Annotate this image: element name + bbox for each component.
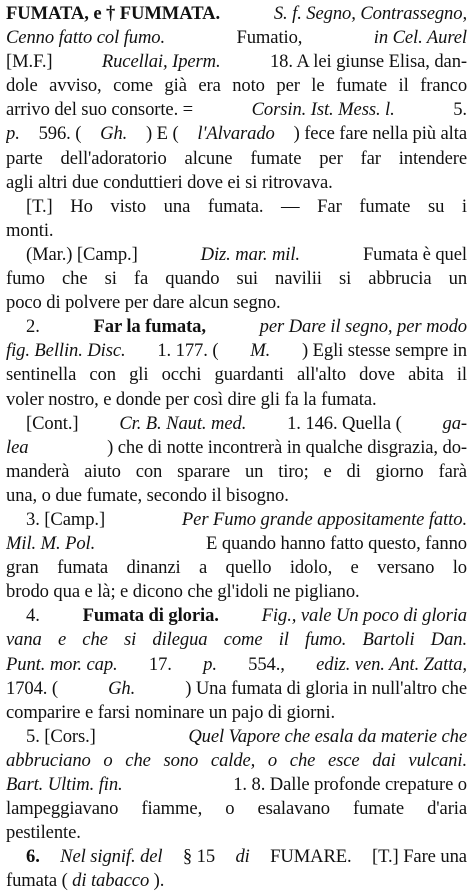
text-segment: Gh. <box>100 123 128 145</box>
text-segment: 6. <box>26 846 40 868</box>
text-segment: 3. [Camp.] <box>26 508 106 530</box>
text-segment: 1704. ( <box>6 677 58 699</box>
text-segment: Fumata è quel <box>362 243 467 265</box>
text-segment: 4. <box>26 605 40 627</box>
text-line <box>6 653 467 677</box>
text-segment: Cenno fatto col fumo. <box>6 27 166 49</box>
text-segment: Rucellai, Iperm. <box>101 51 221 73</box>
text-segment: 596. ( <box>38 123 82 145</box>
text-segment: 17. <box>148 653 172 675</box>
text-segment: ediz. ven. Ant. Zatta, <box>316 653 467 675</box>
text-line <box>6 628 467 652</box>
text-segment: 1. 8. Dalle profonde crepature o <box>233 774 467 795</box>
text-line <box>6 243 467 267</box>
text-segment: Fumata di gloria. <box>82 605 219 627</box>
text-line <box>6 315 467 339</box>
text-segment: 1. 177. ( <box>157 340 219 362</box>
text-segment: gran fumata dinanzi a quello idolo, e versano lo <box>6 557 467 579</box>
text-segment: 2. <box>26 316 40 338</box>
text-segment: Punt. mor. cap. <box>6 653 118 675</box>
text-segment: § 15 <box>182 846 216 868</box>
text-segment: monti. <box>6 219 54 241</box>
text-line <box>6 845 467 869</box>
text-line <box>6 508 467 532</box>
text-segment: lampeggiavano fiamme, o esalavano fumate d'aria <box>6 798 467 820</box>
text-line <box>6 267 467 291</box>
text-segment: arrivo del suo consorte. = <box>6 99 194 121</box>
text-segment: Fumatio, <box>236 27 303 49</box>
text-segment: pestilente. <box>6 822 81 844</box>
text-segment: ) E ( <box>146 123 179 145</box>
text-line <box>6 556 467 580</box>
text-segment: [T.] Fare una <box>372 846 467 868</box>
text-line <box>6 2 467 26</box>
text-segment: Cr. B. Naut. med. <box>119 412 247 434</box>
text-segment: dole avviso, come già era noto per le fumate il franco <box>6 75 467 97</box>
text-segment: fumo che si fa quando sui navilii si abbrucia un <box>6 268 467 290</box>
text-segment: p. <box>203 653 217 675</box>
text-line <box>6 122 467 146</box>
text-segment: in Cel. Aurel <box>373 27 467 49</box>
text-segment: manderà aiuto con sparare un tiro; e di giorno farà <box>6 460 467 482</box>
text-segment: Quel Vapore che esala da materie che <box>188 725 467 747</box>
text-line <box>6 219 467 243</box>
text-segment: Far la fumata, <box>93 316 206 338</box>
text-segment: ) che di notte incontrerà in qualche disgrazia, do- <box>107 436 467 458</box>
dictionary-entry <box>6 2 467 893</box>
text-segment: ) Una fumata di gloria in null'altro che <box>185 677 467 699</box>
text-segment: vana e che si dilegua come il fumo. Bartoli Dan. <box>6 629 467 651</box>
text-segment: Gh. <box>108 677 136 699</box>
text-line <box>6 339 467 363</box>
text-segment: 1. 146. Quella ( <box>287 412 402 434</box>
text-segment: ). <box>153 870 165 892</box>
text-line <box>6 291 467 315</box>
text-segment: [M.F.] <box>6 51 53 73</box>
text-segment: FUMATA, e † FUMMATA. <box>6 3 221 24</box>
text-segment: Per Fumo grande appositamente fatto. <box>181 508 467 530</box>
text-segment: Corsin. Ist. Mess. l. <box>251 99 395 121</box>
text-segment: di tabacco <box>72 870 150 892</box>
text-segment: una, o due fumate, secondo il bisogno. <box>6 484 289 506</box>
text-segment: comparire e farsi nominare un pajo di giorni. <box>6 701 336 723</box>
text-line <box>6 363 467 387</box>
text-segment: agli altri due conduttieri dove ei si ritrovava. <box>6 171 333 193</box>
text-line <box>6 436 467 460</box>
text-segment: Diz. mar. mil. <box>200 243 300 265</box>
text-segment: Nel signif. del <box>60 846 163 868</box>
text-segment: Bart. Ultim. fin. <box>6 774 123 795</box>
text-line <box>6 869 467 893</box>
text-segment: (Mar.) [Camp.] <box>26 243 138 265</box>
text-segment: fig. Bellin. Disc. <box>6 340 126 362</box>
text-line <box>6 749 467 773</box>
text-segment: M. <box>250 340 271 362</box>
text-segment: [T.] Ho visto una fumata. — Far fumate su i <box>26 195 467 217</box>
text-segment: voler nostro, e donde per così dire gli fa la fumata. <box>6 388 377 410</box>
text-line <box>6 98 467 122</box>
text-segment: di <box>235 846 250 868</box>
text-segment: per Dare il segno, per modo <box>259 316 467 338</box>
text-segment: ) Egli stesse sempre in <box>301 340 467 362</box>
text-line <box>6 388 467 412</box>
text-line <box>6 484 467 508</box>
text-segment: 5. <box>453 99 467 121</box>
text-line <box>6 171 467 195</box>
text-line <box>6 821 467 845</box>
text-line <box>6 195 467 219</box>
text-segment: lea <box>6 436 29 458</box>
text-line <box>6 460 467 484</box>
text-segment: 554., <box>248 653 285 675</box>
text-line <box>6 725 467 749</box>
text-segment: abbruciano o che sono calde, o che esce dai vulcani. <box>6 749 467 771</box>
text-line <box>6 701 467 725</box>
text-line <box>6 50 467 74</box>
text-segment: fumata ( <box>6 870 68 892</box>
text-line <box>6 74 467 98</box>
text-segment: Fig., vale Un poco di gloria <box>261 605 467 627</box>
text-line <box>6 677 467 701</box>
text-line <box>6 532 467 556</box>
text-line <box>6 797 467 821</box>
text-line <box>6 147 467 171</box>
text-segment: 5. [Cors.] <box>26 725 96 747</box>
text-segment: ga- <box>442 412 467 434</box>
text-segment: parte dell'adoratorio alcune fumate per far intendere <box>6 147 467 169</box>
text-segment: E quando hanno fatto questo, fanno <box>206 533 467 555</box>
text-segment: ) fece fare nella più alta <box>293 123 467 145</box>
text-segment: FUMARE. <box>270 846 352 868</box>
text-segment: Mil. M. Pol. <box>6 533 96 555</box>
text-segment: brodo qua e là; e dicono che gl'idoli ne pigliano. <box>6 581 360 603</box>
text-line <box>6 580 467 604</box>
text-segment: poco di polvere per dare alcun segno. <box>6 292 281 314</box>
text-segment: sentinella con gli occhi guardanti all'alto dove abita il <box>6 364 467 386</box>
text-line <box>6 26 467 50</box>
text-line <box>6 773 467 797</box>
text-segment: S. f. Segno, Contrassegno, <box>273 3 467 24</box>
text-segment: p. <box>6 123 20 145</box>
text-segment: [Cont.] <box>26 412 79 434</box>
text-segment: 18. A lei giunse Elisa, dan- <box>269 51 467 73</box>
text-line <box>6 412 467 436</box>
text-segment: l'Alvarado <box>197 123 275 145</box>
text-line <box>6 604 467 628</box>
